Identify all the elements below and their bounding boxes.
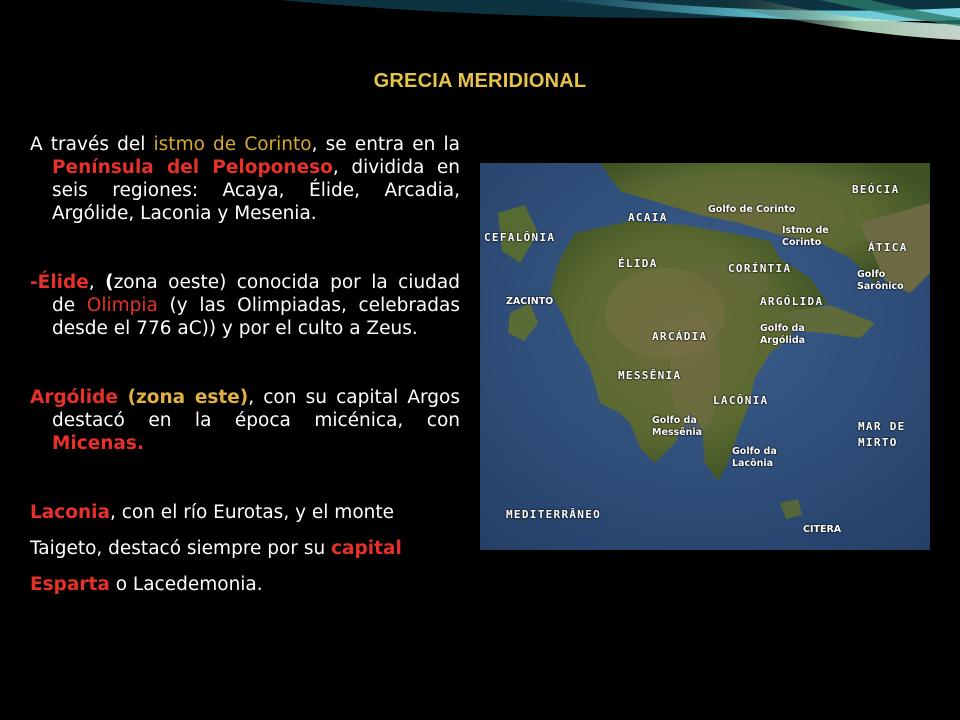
text-run: zona oeste) conocida por la ciudad de — [52, 272, 460, 316]
highlight-peloponeso: Península del Peloponeso — [52, 157, 333, 178]
body-text — [30, 133, 460, 603]
map-label-laconia: LACÔNIA — [713, 394, 769, 407]
map-image — [480, 163, 930, 550]
text-run: , dividida en seis regiones: Acaya, Élide, Arcadia, Argólide, Laconia y Mesenia. — [52, 157, 461, 224]
map-label-mediterraneo: MEDITERRÂNEO — [506, 508, 602, 521]
paragraph-argolide — [30, 386, 460, 455]
highlight-istmo: istmo de Corinto — [153, 134, 312, 155]
slide-title: GRECIA MERIDIONAL — [373, 70, 587, 92]
map-label-golfo-laconia: Golfo da Lacônia — [732, 446, 777, 469]
highlight-esparta: capital Esparta — [30, 538, 402, 595]
paragraph-corinto — [30, 133, 460, 225]
map-label-arcadia: ARCÁDIA — [652, 330, 708, 343]
map-label-elida: ÉLIDA — [618, 257, 658, 270]
map-label-golfo-saronico: Golfo Sarônico — [857, 269, 904, 292]
highlight-argolide: Argólide — [30, 387, 118, 408]
paragraph-elide — [30, 271, 460, 340]
map-label-golfo-messenia: Golfo da Messênia — [652, 415, 703, 438]
text-run: A través del — [30, 134, 154, 155]
map-label-golfo-corinto: Golfo de Corinto — [708, 204, 796, 215]
peloponnese-map — [480, 163, 930, 550]
text-run: , con el río Eurotas, y el monte Taigeto, destacó siempre por su — [30, 502, 395, 559]
top-ribbon-decoration — [0, 0, 960, 70]
map-label-beocia: BEÓCIA — [852, 183, 900, 196]
text-run: , con su capital Argos destacó en la época micénica, con — [52, 387, 460, 431]
map-label-acaia: ACAIA — [628, 211, 668, 224]
map-label-atica: ÁTICA — [868, 241, 908, 254]
map-label-argolida: ARGÓLIDA — [760, 295, 824, 308]
map-label-messenia: MESSÊNIA — [618, 369, 682, 382]
map-label-citera: CITERA — [803, 524, 842, 535]
highlight-laconia: Laconia — [30, 502, 110, 523]
paragraph-laconia — [30, 495, 460, 603]
highlight-olimpia: Olimpia — [86, 295, 158, 316]
map-label-golfo-argolida: Golfo da Argólida — [760, 323, 806, 346]
map-label-zacinto: ZACINTO — [506, 296, 554, 307]
text-run: , se entra en la — [311, 134, 460, 155]
text-run: , — [88, 272, 106, 293]
text-run: o Lacedemonia. — [109, 574, 263, 595]
map-label-mar-mirto: MAR DE MIRTO — [858, 420, 906, 449]
text-run: ( — [105, 272, 114, 293]
highlight-micenas: Micenas. — [52, 433, 144, 454]
highlight-elide: -Élide — [30, 272, 89, 293]
text-run: (y las Olimpiadas, celebradas desde el 776 aC)) y por el culto a Zeus. — [52, 295, 460, 339]
map-label-istmo: Istmo de Corinto — [782, 225, 829, 248]
map-label-cefalonia: CEFALÔNIA — [484, 231, 556, 244]
map-label-corintia: CORÍNTIA — [728, 262, 792, 275]
highlight-zona-este: (zona este) — [117, 387, 249, 408]
